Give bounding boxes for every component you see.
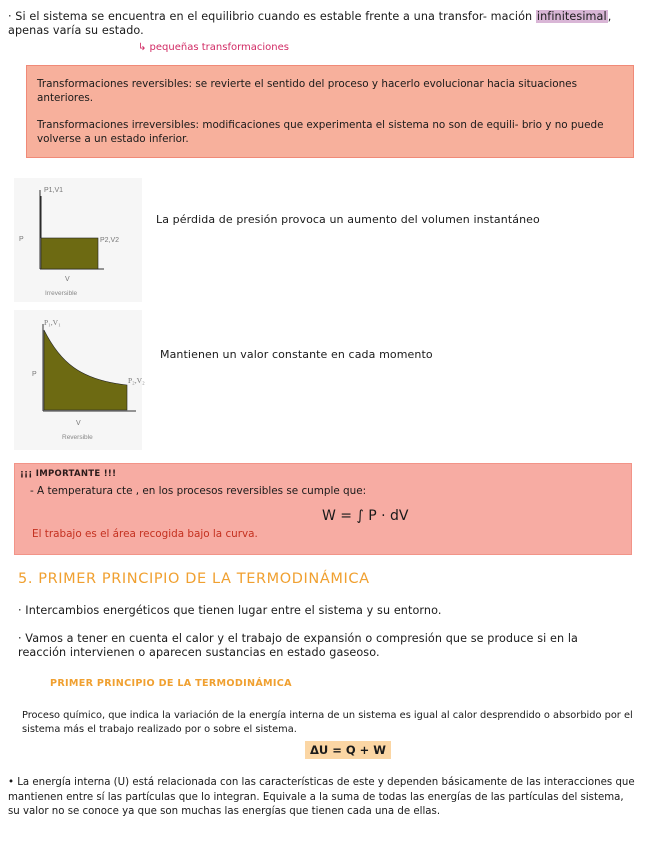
work-formula: W = ∫ P · dV: [322, 508, 409, 524]
graph1-label-p2: P2,V2: [100, 237, 120, 244]
graph1-label-p1: P1,V1: [44, 187, 64, 194]
graph2-description: Mantienen un valor constante en cada momento: [160, 348, 433, 361]
graph-irreversible-svg: [14, 178, 142, 302]
graph2-axis-p: P: [32, 371, 37, 378]
graph-reversible-svg: [14, 310, 145, 450]
graph1-caption: Irreversible: [45, 290, 78, 297]
graph1-axis-v: V: [65, 276, 70, 283]
bullet-exchanges: · Intercambios energéticos que tienen lugar entre el sistema y su entorno.: [18, 604, 442, 617]
graph-reversible: [14, 310, 145, 450]
graph-irreversible: [14, 178, 142, 302]
graph1-description: La pérdida de presión provoca un aumento del volumen instantáneo: [156, 213, 540, 226]
graph2-label-p2: P₂,V₂: [128, 376, 145, 385]
irreversible-definition: Transformaciones irreversibles: modificaciones que experimenta el sistema no son de equili- brio y no puede volverse a un estado inferior.: [37, 119, 604, 145]
margin-note: ↳ pequeñas transformaciones: [138, 42, 289, 53]
graph2-caption: Reversible: [62, 434, 93, 441]
graph2-axis-v: V: [76, 420, 81, 427]
principle-text: Proceso químico, que indica la variación de la energía interna de un sistema es igual al calor desprendido o absorbido por el sistema más el trabajo realizado por o sobre el sistema.: [22, 710, 633, 735]
definitions-box: [26, 65, 634, 158]
work-area-note: El trabajo es el área recogida bajo la curva.: [32, 528, 258, 540]
graph2-label-p1: P₁,V₁: [44, 318, 61, 327]
first-law-equation: ΔU = Q + W: [305, 741, 391, 759]
intro-before: · Si el sistema se encuentra en el equilibrio cuando es estable frente a una transfor- mación: [8, 10, 536, 23]
important-title: ¡¡¡ IMPORTANTE !!!: [20, 469, 117, 479]
section-title: 5. PRIMER PRINCIPIO DE LA TERMODINÁMICA: [18, 571, 370, 587]
graph1-axis-p: P: [19, 236, 24, 243]
important-text: - A temperatura cte , en los procesos reversibles se cumple que:: [30, 485, 367, 497]
graph1-work-area: [41, 238, 98, 269]
principle-subtitle: PRIMER PRINCIPIO DE LA TERMODINÁMICA: [50, 678, 292, 689]
highlight-infinitesimal: infinitesimal: [536, 10, 607, 23]
graph2-work-area: [44, 330, 127, 410]
reversible-definition: Transformaciones reversibles: se revierte el sentido del proceso y hacerlo evolucionar hacia situaciones anteriores.: [37, 78, 577, 104]
intro-text: [8, 10, 636, 38]
intro-after: , apenas varía su estado.: [8, 10, 612, 37]
bullet-heat-work: · Vamos a tener en cuenta el calor y el trabajo de expansión o compresión que se produce si en la reacción intervienen o aparecen sustancias en estado gaseoso.: [18, 632, 578, 659]
internal-energy-paragraph: • La energía interna (U) está relacionada con las características de este y dependen básicamente de las interacciones que mantienen entre sí las partículas que lo integran. Equivale a la suma de todas las energías de las partículas del sistema, su valor no se conoce ya que son muchas las energías que tienen cada una de ellas.: [8, 777, 635, 817]
